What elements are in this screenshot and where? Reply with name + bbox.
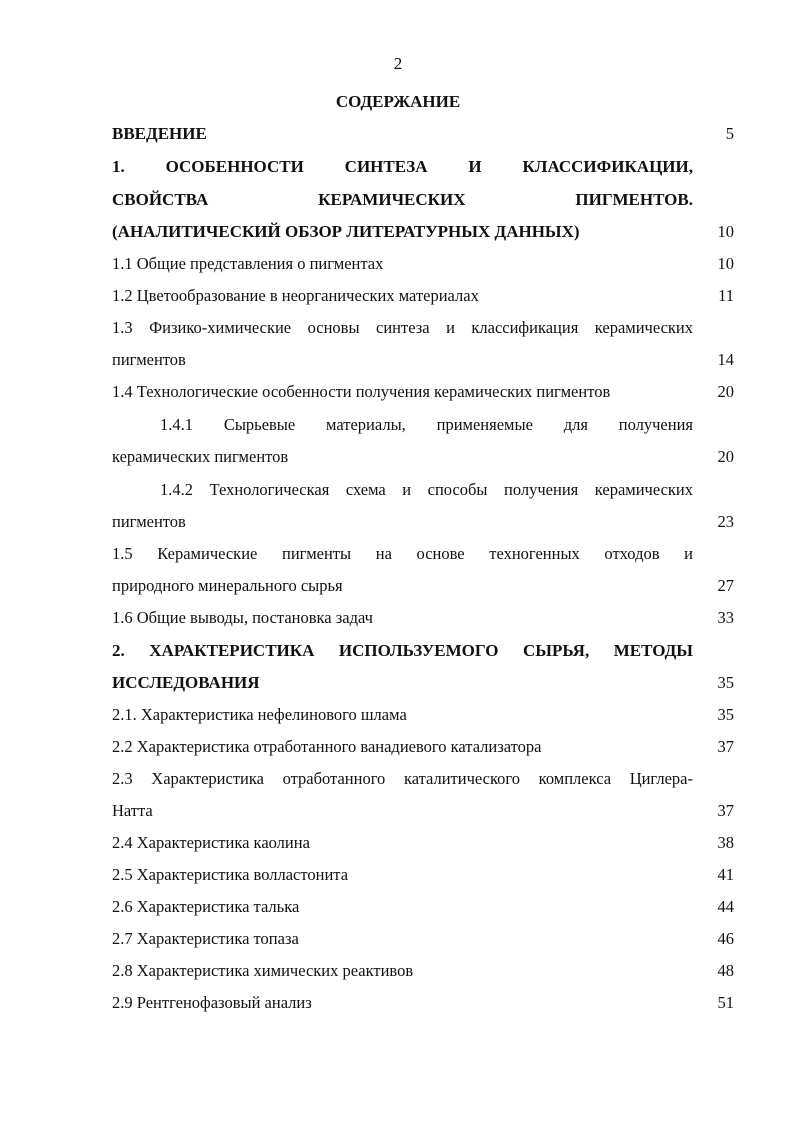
toc-page-chapter-1: 10 [717,222,734,241]
toc-entry-1-5-line1: 1.5 Керамические пигменты на основе техногенных отходов и [112,544,693,563]
toc-entry-2-4: 2.4 Характеристика каолина [112,833,310,852]
toc-entry-chapter-2-line2: ИССЛЕДОВАНИЯ [112,673,260,692]
toc-entry-1-3-line1: 1.3 Физико-химические основы синтеза и классификация керамических [112,318,693,337]
toc-page-2-2: 37 [717,737,734,756]
toc-page-2-9: 51 [717,993,734,1012]
page-title: СОДЕРЖАНИЕ [335,92,461,111]
toc-page-2-4: 38 [717,833,734,852]
toc-page-1-2: 11 [718,286,734,305]
toc-entry-1-4-1-line1: 1.4.1 Сырьевые материалы, применяемые для получения [160,415,693,434]
toc-entry-intro: ВВЕДЕНИЕ [112,124,207,143]
toc-page-2-1: 35 [717,705,734,724]
toc-entry-1-5-line2: природного минерального сырья [112,576,343,595]
toc-page-1-4-2: 23 [717,512,734,531]
toc-entry-1-4: 1.4 Технологические особенности получения керамических пигментов [112,382,611,401]
toc-page-2-5: 41 [717,865,734,884]
toc-page-chapter-2: 35 [717,673,734,692]
toc-page-1-1: 10 [717,254,734,273]
toc-page-2-6: 44 [717,897,734,916]
toc-entry-chapter-1-line1: 1. ОСОБЕННОСТИ СИНТЕЗА И КЛАССИФИКАЦИИ, [112,157,693,176]
toc-entry-2-5: 2.5 Характеристика волластонита [112,865,349,884]
toc-entry-1-2: 1.2 Цветообразование в неорганических материалах [112,286,479,305]
toc-page-2-7: 46 [717,929,734,948]
toc-entry-2-2: 2.2 Характеристика отработанного ванадиевого катализатора [112,737,542,756]
toc-entry-1-4-2-line2: пигментов [112,512,186,531]
toc-entry-2-6: 2.6 Характеристика талька [112,897,300,916]
toc-entry-1-3-line2: пигментов [112,350,186,369]
toc-entry-1-1: 1.1 Общие представления о пигментах [112,254,384,273]
toc-page-1-4: 20 [717,382,734,401]
toc-page-intro: 5 [725,124,734,143]
toc-entry-2-7: 2.7 Характеристика топаза [112,929,299,948]
toc-entry-1-6: 1.6 Общие выводы, постановка задач [112,608,373,627]
toc-entry-1-4-2-line1: 1.4.2 Технологическая схема и способы получения керамических [160,480,693,499]
toc-entry-2-8: 2.8 Характеристика химических реактивов [112,961,414,980]
toc-page-1-5: 27 [717,576,734,595]
toc-entry-2-3-line1: 2.3 Характеристика отработанного каталитического комплекса Циглера- [112,769,693,788]
toc-entry-chapter-2-line1: 2. ХАРАКТЕРИСТИКА ИСПОЛЬЗУЕМОГО СЫРЬЯ, МЕТОДЫ [112,641,693,660]
toc-entry-chapter-1-line2: СВОЙСТВА КЕРАМИЧЕСКИХ ПИГМЕНТОВ. [112,190,693,209]
toc-entry-2-3-line2: Натта [112,801,153,820]
page-number: 2 [393,54,403,73]
toc-page-2-3: 37 [717,801,734,820]
toc-entry-2-1: 2.1. Характеристика нефелинового шлама [112,705,407,724]
toc-entry-2-9: 2.9 Рентгенофазовый анализ [112,993,312,1012]
toc-page-1-6: 33 [717,608,734,627]
toc-page-2-8: 48 [717,961,734,980]
toc-page-1-4-1: 20 [717,447,734,466]
toc-page-1-3: 14 [717,350,734,369]
toc-entry-1-4-1-line2: керамических пигментов [112,447,289,466]
toc-entry-chapter-1-line3: (АНАЛИТИЧЕСКИЙ ОБЗОР ЛИТЕРАТУРНЫХ ДАННЫХ) [112,222,580,241]
